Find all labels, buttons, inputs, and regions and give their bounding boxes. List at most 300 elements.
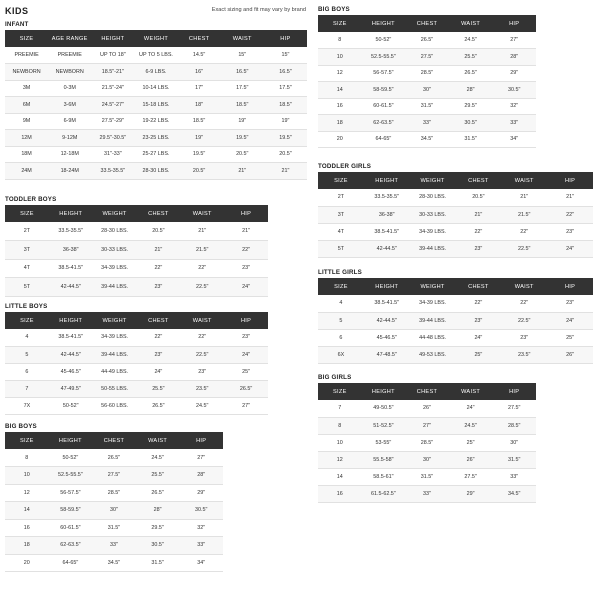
table-cell: 24"	[224, 346, 268, 363]
table-cell: 7X	[5, 397, 49, 414]
column-header: CHEST	[92, 432, 136, 449]
table-row	[5, 329, 268, 346]
table-cell: 23.5"	[180, 380, 224, 397]
section-little-boys	[5, 302, 268, 415]
column-header: SIZE	[5, 432, 49, 449]
table-cell: 25.5"	[136, 467, 180, 485]
column-header: HIP	[224, 312, 268, 329]
table-row	[318, 295, 593, 312]
column-header: SIZE	[5, 312, 49, 329]
section-big-boys-left	[5, 422, 223, 572]
table-cell: 30.5"	[449, 115, 493, 132]
table-cell: 21"	[180, 222, 224, 241]
table-cell: 36-38"	[49, 241, 93, 260]
table-cell: 16	[318, 98, 362, 115]
table-cell: 64-65"	[362, 131, 406, 148]
section-toddler-boys	[5, 195, 268, 297]
table-cell: 45-46.5"	[364, 329, 410, 346]
table-cell: 8	[318, 32, 362, 49]
table-cell: 33.5-35.5"	[49, 222, 93, 241]
table-cell: 22.5"	[180, 346, 224, 363]
table-cell: 7	[318, 400, 362, 417]
table-cell: 52.5-55.5"	[49, 467, 93, 485]
table-cell: 20	[318, 131, 362, 148]
table-cell: 6X	[318, 346, 364, 363]
table-cell: 6	[5, 363, 49, 380]
table-cell: 28"	[136, 502, 180, 520]
table-cell: 38.5-41.5"	[49, 259, 93, 278]
table-row	[5, 397, 268, 414]
table-cell: 26.5"	[449, 65, 493, 82]
column-header: HIP	[492, 383, 536, 400]
table-cell: 26.5"	[136, 484, 180, 502]
table-cell: 49-50.5"	[362, 400, 406, 417]
table-header-row	[318, 383, 536, 400]
table-cell: 18-24M	[48, 163, 91, 180]
table-header-row	[5, 432, 223, 449]
table-cell: 8	[318, 417, 362, 434]
table-cell: 36-38"	[364, 206, 410, 223]
table-cell: 2T	[5, 222, 49, 241]
column-header: SIZE	[5, 30, 48, 47]
table-cell: 28-30 LBS.	[410, 189, 456, 206]
table-cell: 8	[5, 449, 49, 467]
table-cell: 18	[318, 115, 362, 132]
table-cell: 12-18M	[48, 146, 91, 163]
table-cell: 15"	[264, 47, 307, 64]
table-cell: 55.5-58"	[362, 451, 406, 468]
size-table	[318, 383, 536, 503]
table-cell: 34-39 LBS.	[410, 223, 456, 240]
section-big-boys-right	[318, 5, 536, 148]
table-cell: 24.5"	[449, 417, 493, 434]
column-header: HEIGHT	[49, 205, 93, 222]
table-cell: 39-44 LBS.	[410, 240, 456, 257]
table-cell: 22"	[455, 295, 501, 312]
table-cell: 26.5"	[405, 32, 449, 49]
table-cell: 16"	[178, 64, 221, 81]
table-cell: 32"	[179, 519, 223, 537]
section-title: INFANT	[5, 21, 29, 28]
table-cell: 58.5-61"	[362, 468, 406, 485]
table-cell: 38.5-41.5"	[364, 295, 410, 312]
column-header: HEIGHT	[91, 30, 134, 47]
table-cell: 4T	[318, 223, 364, 240]
table-cell: 33"	[179, 537, 223, 555]
table-row	[5, 278, 268, 297]
table-cell: NEWBORN	[48, 64, 91, 81]
table-cell: 47-48.5"	[364, 346, 410, 363]
table-cell: 24.5"	[136, 449, 180, 467]
table-cell: 9M	[5, 113, 48, 130]
table-cell: 10	[5, 467, 49, 485]
column-header: HEIGHT	[364, 278, 410, 295]
table-cell: 28.5"	[92, 484, 136, 502]
table-cell: 64-65"	[49, 554, 93, 572]
table-cell: 53-55"	[362, 434, 406, 451]
table-cell: 21"	[455, 206, 501, 223]
table-cell: 18M	[5, 146, 48, 163]
table-header-row	[5, 205, 268, 222]
table-cell: 16.5"	[264, 64, 307, 81]
table-cell: 31.5"	[492, 451, 536, 468]
table-cell: 50-55 LBS.	[93, 380, 137, 397]
table-cell: 28.5"	[405, 434, 449, 451]
table-cell: 16	[318, 485, 362, 502]
table-cell: 21"	[221, 163, 264, 180]
column-header: HIP	[224, 205, 268, 222]
table-row	[318, 131, 536, 148]
table-cell: 28"	[449, 82, 493, 99]
table-header-row	[318, 278, 593, 295]
size-table	[318, 172, 593, 258]
section-title: BIG BOYS	[5, 423, 37, 430]
table-row	[318, 206, 593, 223]
table-cell: 3M	[5, 80, 48, 97]
table-cell: 17.5"	[221, 80, 264, 97]
table-cell: 10	[318, 49, 362, 66]
table-cell: 12	[318, 65, 362, 82]
table-cell: 20.5"	[264, 146, 307, 163]
table-cell: 24.5"	[180, 397, 224, 414]
table-cell: 25"	[449, 434, 493, 451]
table-cell: 31.5"	[405, 468, 449, 485]
table-cell: 18"	[178, 97, 221, 114]
table-cell: 62-63.5"	[362, 115, 406, 132]
table-cell: 20.5"	[136, 222, 180, 241]
table-cell: 23"	[136, 278, 180, 297]
table-cell: 21.5"	[180, 241, 224, 260]
table-row	[5, 146, 307, 163]
table-cell: 29"	[179, 484, 223, 502]
section-title: LITTLE BOYS	[5, 303, 48, 310]
size-table	[318, 278, 593, 364]
table-cell: 3-6M	[48, 97, 91, 114]
table-row	[5, 519, 223, 537]
table-cell: 58-59.5"	[49, 502, 93, 520]
table-cell: 24"	[449, 400, 493, 417]
table-cell: PREEMIE	[5, 47, 48, 64]
table-cell: 39-44 LBS.	[410, 312, 456, 329]
table-cell: 47-49.5"	[49, 380, 93, 397]
table-row	[5, 363, 268, 380]
table-cell: 21"	[224, 222, 268, 241]
table-cell: 24"	[136, 363, 180, 380]
column-header: WEIGHT	[93, 312, 137, 329]
table-cell: 23"	[224, 329, 268, 346]
table-cell: 26.5"	[224, 380, 268, 397]
table-cell: 33"	[405, 485, 449, 502]
table-cell: 49-53 LBS.	[410, 346, 456, 363]
table-cell: 23"	[501, 329, 547, 346]
table-row	[318, 98, 536, 115]
table-cell: 18.5"	[264, 97, 307, 114]
table-cell: 39-44 LBS.	[93, 278, 137, 297]
table-cell: 28.5"	[405, 65, 449, 82]
table-cell: 25"	[547, 329, 593, 346]
table-cell: 27"	[224, 397, 268, 414]
table-cell: 23"	[455, 312, 501, 329]
table-cell: 23"	[547, 295, 593, 312]
column-header: CHEST	[136, 312, 180, 329]
table-cell: 14	[5, 502, 49, 520]
table-cell: 26.5"	[136, 397, 180, 414]
table-row	[318, 312, 593, 329]
page-title: KIDS	[5, 6, 29, 16]
table-cell: 5	[318, 312, 364, 329]
table-cell: 38.5-41.5"	[364, 223, 410, 240]
table-cell: 22"	[224, 241, 268, 260]
table-row	[318, 417, 536, 434]
table-cell: 25.5"	[449, 49, 493, 66]
table-cell: 17"	[178, 80, 221, 97]
section-toddler-girls	[318, 162, 593, 258]
table-cell: 19"	[178, 130, 221, 147]
table-cell: 61.5-62.5"	[362, 485, 406, 502]
table-cell: 30"	[92, 502, 136, 520]
table-cell: 42-44.5"	[49, 346, 93, 363]
table-cell: 60-61.5"	[362, 98, 406, 115]
size-table	[5, 312, 268, 415]
section-infant	[5, 20, 307, 180]
section-title: BIG GIRLS	[318, 374, 352, 381]
table-cell: 56-57.5"	[49, 484, 93, 502]
table-cell: 22"	[547, 206, 593, 223]
table-cell: 23"	[547, 223, 593, 240]
table-cell: 21"	[136, 241, 180, 260]
section-title: BIG BOYS	[318, 6, 350, 13]
table-cell: 20.5"	[178, 163, 221, 180]
table-cell: 5	[5, 346, 49, 363]
column-header: WEIGHT	[410, 172, 456, 189]
table-cell: 58-59.5"	[362, 82, 406, 99]
table-cell: 24"	[224, 278, 268, 297]
table-row	[318, 115, 536, 132]
table-row	[5, 537, 223, 555]
table-row	[5, 222, 268, 241]
table-row	[318, 82, 536, 99]
column-header: CHEST	[455, 172, 501, 189]
column-header: WAIST	[180, 312, 224, 329]
table-cell: 19.5"	[264, 130, 307, 147]
column-header: AGE RANGE	[48, 30, 91, 47]
table-cell: 19"	[221, 113, 264, 130]
table-cell: 32"	[492, 98, 536, 115]
table-cell: 22"	[136, 329, 180, 346]
table-cell: 27.5"-29"	[91, 113, 134, 130]
table-cell: 26.5"	[92, 449, 136, 467]
table-cell: 33"	[92, 537, 136, 555]
table-header-row	[5, 312, 268, 329]
table-cell: 17.5"	[264, 80, 307, 97]
table-cell: 21"	[547, 189, 593, 206]
table-cell: 24.5"-27"	[91, 97, 134, 114]
table-cell: 7	[5, 380, 49, 397]
table-cell: 4	[318, 295, 364, 312]
section-big-girls	[318, 373, 536, 503]
table-cell: 23"	[136, 346, 180, 363]
table-cell: 25"	[224, 363, 268, 380]
table-row	[5, 241, 268, 260]
table-cell: 21"	[264, 163, 307, 180]
section-little-girls	[318, 268, 593, 364]
table-cell: 56-57.5"	[362, 65, 406, 82]
table-cell: 22.5"	[501, 240, 547, 257]
table-cell: 6	[318, 329, 364, 346]
table-cell: 20.5"	[455, 189, 501, 206]
table-cell: 22"	[501, 223, 547, 240]
table-row	[318, 468, 536, 485]
table-row	[5, 130, 307, 147]
table-cell: 18.5"	[178, 113, 221, 130]
column-header: HEIGHT	[49, 312, 93, 329]
column-header: HIP	[547, 172, 593, 189]
table-cell: 31.5"	[92, 519, 136, 537]
table-cell: 33"	[492, 468, 536, 485]
table-cell: 50-52"	[49, 449, 93, 467]
column-header: HIP	[547, 278, 593, 295]
table-cell: NEWBORN	[5, 64, 48, 81]
section-title: TODDLER GIRLS	[318, 163, 372, 170]
table-header-row	[318, 15, 536, 32]
column-header: HIP	[492, 15, 536, 32]
table-cell: 21"	[501, 189, 547, 206]
table-cell: 18	[5, 537, 49, 555]
table-cell: 24"	[455, 329, 501, 346]
table-cell: 28-30 LBS.	[134, 163, 177, 180]
table-cell: 30.5"	[492, 82, 536, 99]
column-header: CHEST	[405, 15, 449, 32]
table-cell: 19.5"	[178, 146, 221, 163]
table-cell: 12M	[5, 130, 48, 147]
table-row	[5, 449, 223, 467]
table-row	[318, 32, 536, 49]
table-cell: 34.5"	[92, 554, 136, 572]
table-cell: 34-39 LBS.	[93, 259, 137, 278]
table-cell: 30.5"	[179, 502, 223, 520]
table-row	[5, 64, 307, 81]
table-cell: 23"	[180, 363, 224, 380]
table-cell: 23"	[455, 240, 501, 257]
table-cell: 50-52"	[362, 32, 406, 49]
column-header: HEIGHT	[362, 15, 406, 32]
table-cell: 29.5"	[136, 519, 180, 537]
table-cell: 31.5"	[449, 131, 493, 148]
table-cell: 31"-33"	[91, 146, 134, 163]
table-cell: 27.5"	[492, 400, 536, 417]
table-row	[318, 49, 536, 66]
table-row	[318, 434, 536, 451]
table-cell: 28.5"	[492, 417, 536, 434]
column-header: SIZE	[318, 383, 362, 400]
table-cell: 22"	[136, 259, 180, 278]
table-cell: UP TO 18"	[91, 47, 134, 64]
column-header: CHEST	[178, 30, 221, 47]
size-table	[318, 15, 536, 148]
table-cell: 33"	[492, 115, 536, 132]
table-cell: 3T	[5, 241, 49, 260]
table-cell: PREEMIE	[48, 47, 91, 64]
table-cell: 19.5"	[221, 130, 264, 147]
table-row	[5, 380, 268, 397]
table-cell: 4T	[5, 259, 49, 278]
table-cell: 9-12M	[48, 130, 91, 147]
column-header: WAIST	[449, 15, 493, 32]
table-row	[5, 97, 307, 114]
table-cell: 42-44.5"	[364, 240, 410, 257]
table-cell: 31.5"	[136, 554, 180, 572]
table-cell: 26"	[547, 346, 593, 363]
table-cell: 25.5"	[136, 380, 180, 397]
table-row	[5, 113, 307, 130]
table-cell: 30-33 LBS.	[410, 206, 456, 223]
table-cell: 22"	[501, 295, 547, 312]
table-cell: 3T	[318, 206, 364, 223]
table-cell: 26"	[449, 451, 493, 468]
table-cell: 44-48 LBS.	[410, 329, 456, 346]
column-header: SIZE	[318, 15, 362, 32]
table-cell: 4	[5, 329, 49, 346]
table-cell: 29"	[492, 65, 536, 82]
table-cell: 39-44 LBS.	[93, 346, 137, 363]
table-cell: 27"	[179, 449, 223, 467]
table-row	[318, 485, 536, 502]
table-cell: 34.5"	[405, 131, 449, 148]
table-cell: 34"	[179, 554, 223, 572]
column-header: CHEST	[136, 205, 180, 222]
table-cell: 25"	[455, 346, 501, 363]
table-cell: 30"	[492, 434, 536, 451]
table-cell: 30.5"	[136, 537, 180, 555]
table-cell: 34-39 LBS.	[410, 295, 456, 312]
table-cell: 14	[318, 468, 362, 485]
table-cell: 20.5"	[221, 146, 264, 163]
table-cell: 21.5"	[501, 206, 547, 223]
table-cell: 26"	[405, 400, 449, 417]
table-cell: 20	[5, 554, 49, 572]
table-cell: 52.5-55.5"	[362, 49, 406, 66]
column-header: HEIGHT	[49, 432, 93, 449]
table-cell: 5T	[5, 278, 49, 297]
table-cell: 30"	[405, 82, 449, 99]
table-header-row	[318, 172, 593, 189]
table-cell: 10-14 LBS.	[134, 80, 177, 97]
table-cell: 24M	[5, 163, 48, 180]
table-cell: 23.5"	[501, 346, 547, 363]
table-cell: 6-9M	[48, 113, 91, 130]
table-cell: 29.5"	[449, 98, 493, 115]
column-header: HEIGHT	[364, 172, 410, 189]
table-cell: 18.5"-21"	[91, 64, 134, 81]
table-cell: 24"	[547, 240, 593, 257]
table-cell: 62-63.5"	[49, 537, 93, 555]
column-header: SIZE	[318, 172, 364, 189]
table-cell: 34"	[492, 131, 536, 148]
column-header: CHEST	[455, 278, 501, 295]
table-cell: 19"	[264, 113, 307, 130]
table-cell: 22"	[180, 329, 224, 346]
table-cell: 24.5"	[449, 32, 493, 49]
table-header-row	[5, 30, 307, 47]
table-cell: 45-46.5"	[49, 363, 93, 380]
table-cell: 33.5-35.5"	[364, 189, 410, 206]
column-header: WEIGHT	[134, 30, 177, 47]
column-header: WAIST	[136, 432, 180, 449]
column-header: WEIGHT	[93, 205, 137, 222]
table-cell: 0-3M	[48, 80, 91, 97]
table-cell: 15"	[221, 47, 264, 64]
table-cell: 14.5"	[178, 47, 221, 64]
